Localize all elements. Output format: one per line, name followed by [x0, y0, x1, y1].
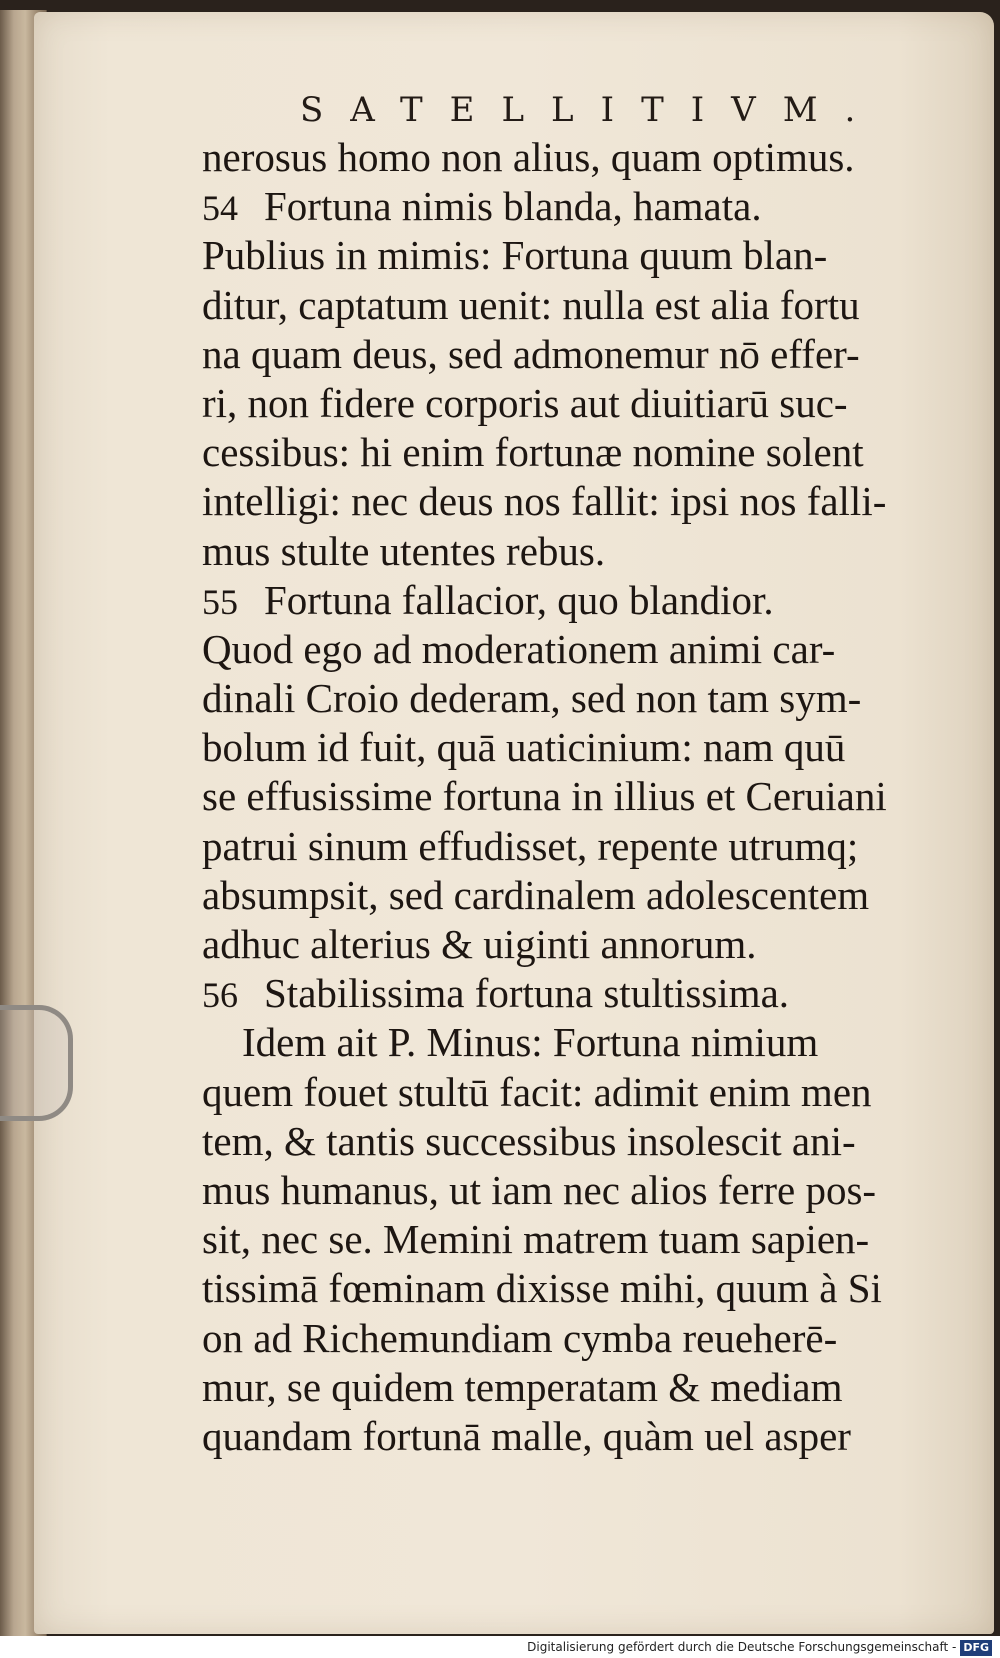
digitization-credit: [0, 1636, 1000, 1658]
dfg-logo: DFG: [960, 1640, 992, 1656]
text-line: mus humanus, ut iam nec alios ferre pos-: [202, 1166, 877, 1213]
text-line: adhuc alterius & uiginti annorum.: [202, 921, 757, 967]
entry-title: Fortuna nimis blanda, hamata.: [264, 183, 762, 230]
text-line: quem fouet stultū facit: adimit enim men: [202, 1068, 872, 1115]
entry-number: 56: [202, 975, 238, 1016]
book-clasp: [0, 1005, 73, 1121]
text-line: Publius in mimis: Fortuna quum blan-: [202, 232, 828, 279]
text-line: on ad Richemundiam cymba reueherē-: [202, 1314, 838, 1361]
entry-heading: [202, 576, 942, 625]
text-line: Idem ait P. Minus: Fortuna nimium: [242, 1019, 819, 1066]
text-line: mus stulte utentes rebus.: [202, 527, 606, 574]
text-line: nerosus homo non alius, quam optimus.: [202, 134, 855, 180]
running-head: SATELLITIVM.: [300, 90, 883, 130]
text-line: Quod ego ad moderationem animi car-: [202, 625, 836, 672]
text-line: sit, nec se. Memini matrem tuam sapien-: [202, 1216, 870, 1263]
text-line: cessibus: hi enim fortunæ nomine solent: [202, 429, 864, 476]
text-line: absumpsit, sed cardinalem adolescentem: [202, 871, 870, 918]
text-line: quandam fortunā malle, quàm uel asper: [202, 1412, 851, 1459]
text-line: tissimā fœminam dixisse mihi, quum à Si: [202, 1265, 882, 1312]
entry-heading: [202, 969, 942, 1018]
text-line: se effusissime fortuna in illius et Ceruiani: [202, 773, 887, 820]
text-line: mur, se quidem temperatam & mediam: [202, 1363, 843, 1410]
entry-heading: [202, 182, 942, 231]
entry-number: 54: [202, 188, 238, 229]
text-line: patrui sinum effudisset, repente utrumq;: [202, 822, 859, 869]
entry-title: Fortuna fallacior, quo blandior.: [264, 576, 774, 623]
text-block: [202, 133, 942, 1461]
text-line: dinali Croio dederam, sed non tam sym-: [202, 675, 862, 722]
entry-number: 55: [202, 581, 238, 622]
credit-text: Digitalisierung gefördert durch die Deutsche Forschungsgemeinschaft -: [527, 1640, 957, 1654]
text-line: ri, non fidere corporis aut diuitiarū suc-: [202, 379, 848, 426]
text-line: bolum id fuit, quā uaticinium: nam quū: [202, 724, 846, 771]
text-line: intelligi: nec deus nos fallit: ipsi nos falli-: [202, 478, 887, 525]
entry-title: Stabilissima fortuna stultissima.: [264, 970, 790, 1017]
text-line: ditur, captatum uenit: nulla est alia fortu: [202, 281, 860, 328]
text-line: na quam deus, sed admonemur nō effer-: [202, 330, 860, 377]
text-line: tem, & tantis successibus insolescit ani-: [202, 1117, 856, 1164]
